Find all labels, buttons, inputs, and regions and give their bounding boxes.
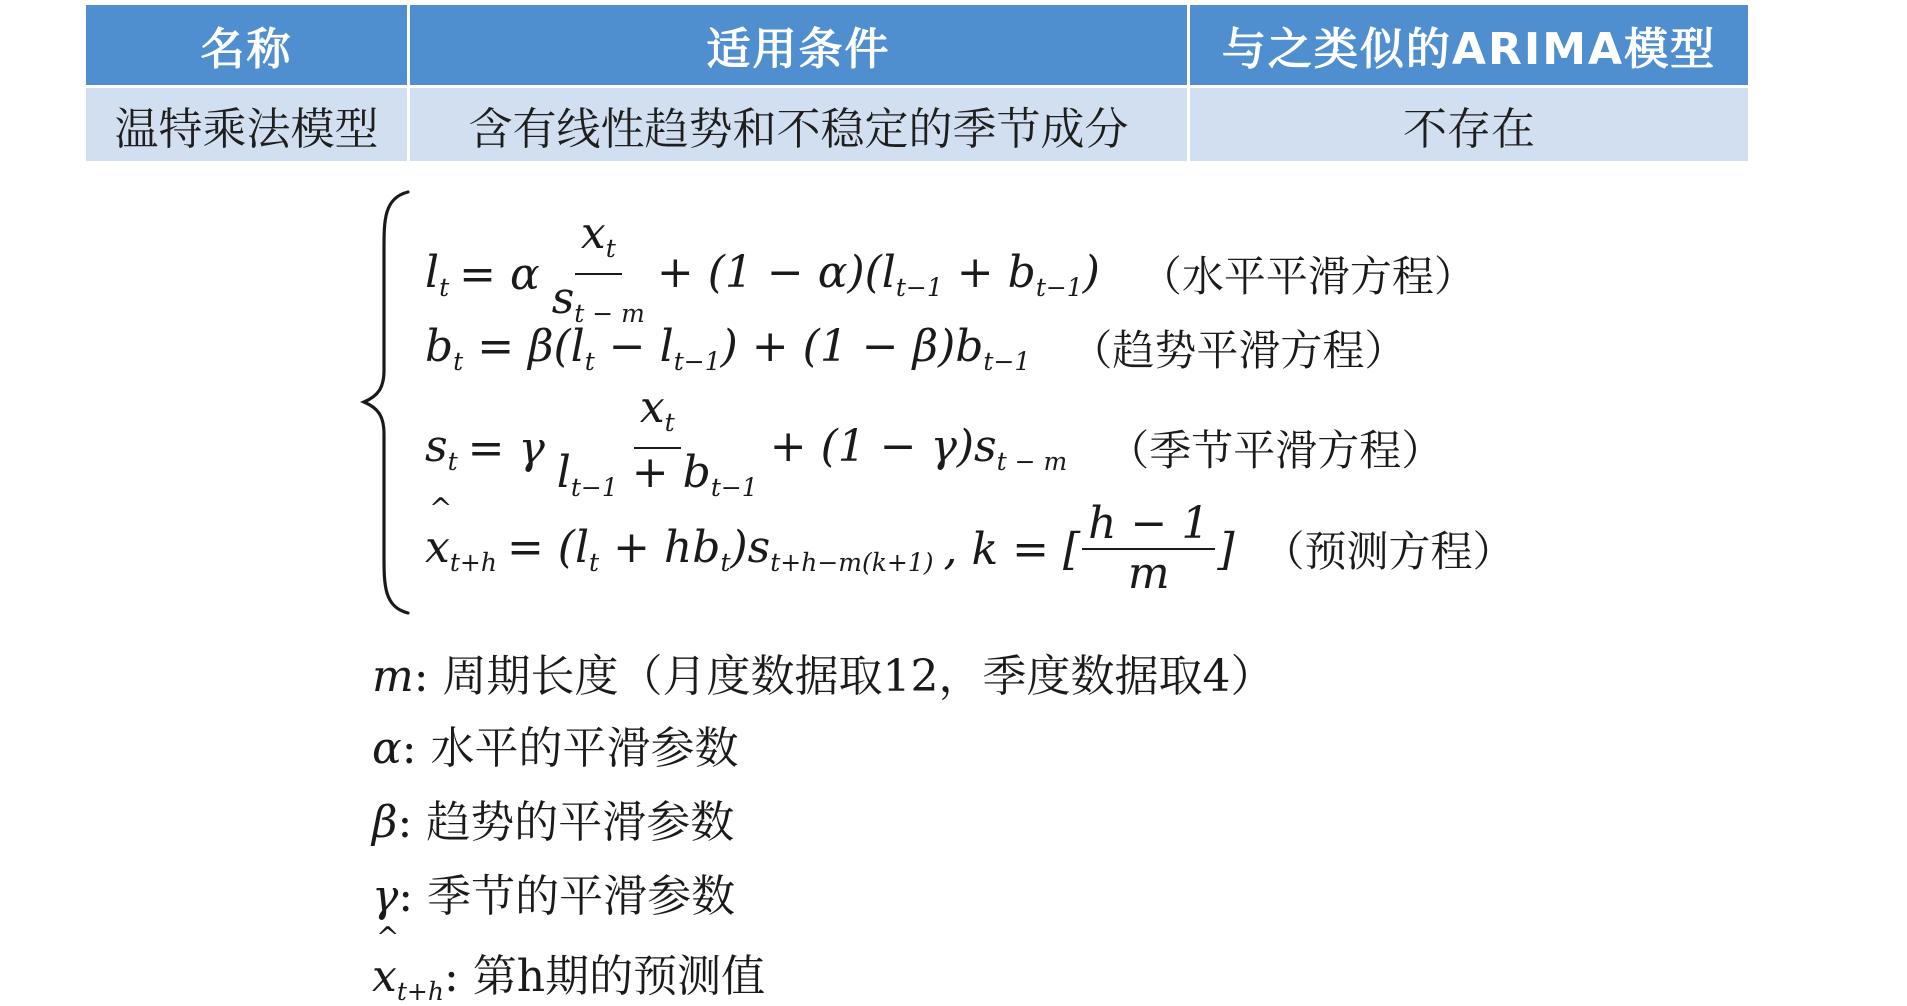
eq4-body: = $(l_t + hb_t)s_{t+h-m(k+1)}$	[506, 521, 934, 577]
eq3-rest: + $(1 - \gamma)s_{t - m}$	[769, 420, 1068, 476]
table-row	[86, 88, 1748, 161]
legend-alpha: α: 水平的平滑参数	[372, 723, 739, 774]
table-header-row	[86, 5, 1748, 85]
equation-trend	[425, 318, 1406, 378]
equation-forecast	[425, 500, 1515, 598]
eq4-label: （预测方程）	[1262, 527, 1515, 576]
eq2-body: $b_t = \beta(l_t - l_{t-1}) + (1 - \beta)b_{t-1}$	[425, 320, 1031, 376]
eq3-label: （季节平滑方程）	[1107, 426, 1444, 475]
header-arima: 与之类似的ARIMA模型	[1190, 5, 1748, 85]
cell-arima: 不存在	[1190, 88, 1748, 161]
header-name: 名称	[86, 5, 407, 85]
equation-season	[425, 384, 1443, 512]
legend-gamma: γ: 季节的平滑参数	[372, 871, 736, 922]
cell-condition: 含有线性趋势和不稳定的季节成分	[410, 88, 1187, 161]
cell-model-name: 温特乘法模型	[86, 88, 407, 161]
header-condition: 适用条件	[410, 5, 1187, 85]
left-brace-icon	[360, 190, 420, 615]
eq3-fraction: $\frac{x_t}{l_{t-1} + b_{t-1}}$	[556, 382, 758, 502]
eq1-eq: = α	[459, 248, 540, 300]
model-summary-table	[83, 2, 1751, 164]
eq1-lhs: $l_t$	[425, 246, 450, 302]
legend-forecast: ^ $x_{t+h}$: 第h期的预测值	[372, 940, 765, 1006]
eq4-fraction: $\frac{h - 1}{m}$	[1082, 500, 1215, 598]
eq3-lhs: $s_t$	[425, 420, 458, 476]
eq1-fraction: $\frac{x_t}{s_{t - m}}$	[551, 208, 645, 328]
eq1-rest: + $(1 - \alpha)(l_{t-1} + b_{t-1})$	[656, 246, 1100, 302]
eq4-sep: , k = [	[943, 523, 1081, 575]
eq2-label: （趋势平滑方程）	[1070, 326, 1407, 375]
eq4-lhs: ^ $x_{t+h}$	[425, 522, 497, 577]
eq4-close: ]	[1217, 523, 1235, 575]
legend-m: m: 周期长度（月度数据取12，季度数据取4）	[372, 651, 1275, 702]
eq3-eq: = γ	[467, 422, 545, 474]
legend-beta: β: 趋势的平滑参数	[372, 797, 735, 848]
eq1-label: （水平平滑方程）	[1139, 252, 1476, 301]
